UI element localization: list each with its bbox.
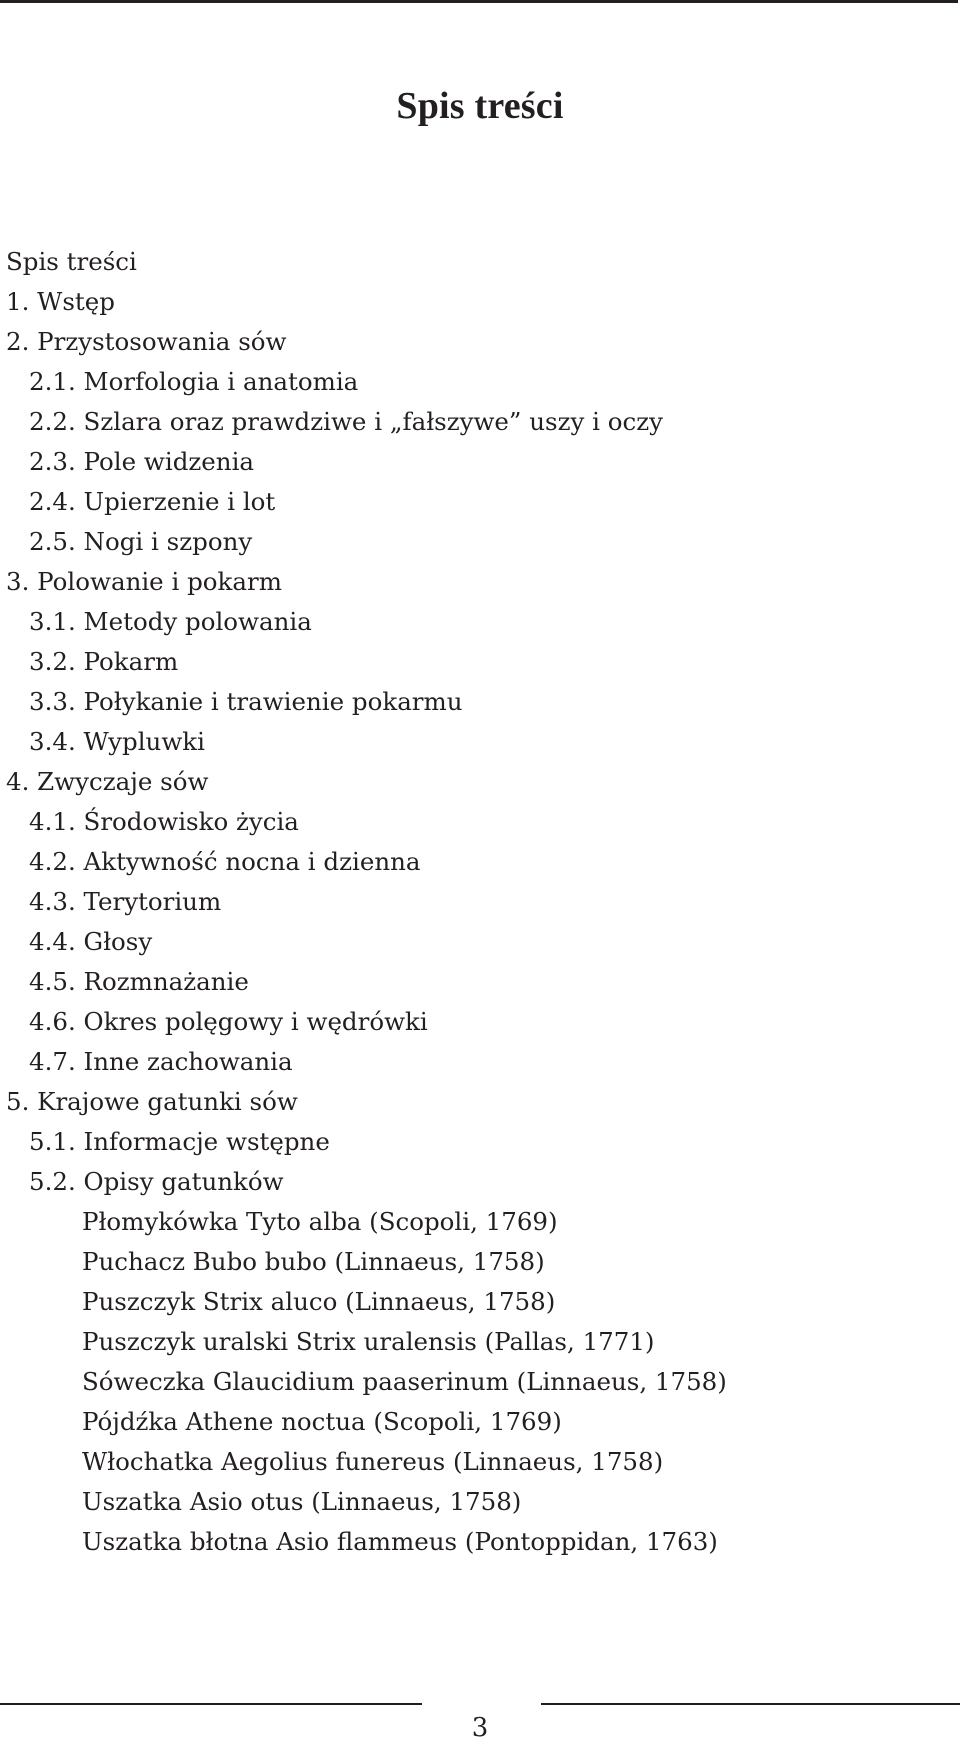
toc-entry: 2.1. Morfologia i anatomia bbox=[29, 367, 359, 396]
toc-entry: Spis treści bbox=[6, 247, 137, 276]
toc-entry: 3. Polowanie i pokarm bbox=[6, 567, 282, 596]
page-number: 3 bbox=[471, 1713, 489, 1743]
toc-entry: 4.7. Inne zachowania bbox=[29, 1047, 293, 1076]
toc-entry: 2.5. Nogi i szpony bbox=[29, 527, 253, 556]
toc-entry: 3.3. Połykanie i trawienie pokarmu bbox=[29, 687, 463, 716]
toc-entry: 2.2. Szlara oraz prawdziwe i „fałszywe” uszy i oczy bbox=[29, 407, 663, 436]
toc-entry: 2.3. Pole widzenia bbox=[29, 447, 255, 476]
toc-entry: Uszatka Asio otus (Linnaeus, 1758) bbox=[82, 1487, 522, 1516]
toc-entry: 3.1. Metody polowania bbox=[29, 607, 312, 636]
toc-entry: 2. Przystosowania sów bbox=[6, 327, 287, 356]
toc-entry: 3.2. Pokarm bbox=[29, 647, 179, 676]
toc-entry: 4.2. Aktywność nocna i dzienna bbox=[29, 847, 421, 876]
toc-entry: 4.1. Środowisko życia bbox=[29, 807, 299, 836]
table-of-contents bbox=[0, 242, 727, 1562]
toc-entry: 5.1. Informacje wstępne bbox=[29, 1127, 330, 1156]
toc-entry: Sóweczka Glaucidium paaserinum (Linnaeus, 1758) bbox=[82, 1367, 727, 1396]
toc-entry: 5. Krajowe gatunki sów bbox=[6, 1087, 298, 1116]
toc-entry: 4.6. Okres polęgowy i wędrówki bbox=[29, 1007, 428, 1036]
toc-entry: 2.4. Upierzenie i lot bbox=[29, 487, 276, 516]
toc-entry: Pójdźka Athene noctua (Scopoli, 1769) bbox=[82, 1407, 562, 1436]
toc-entry: Puchacz Bubo bubo (Linnaeus, 1758) bbox=[82, 1247, 545, 1276]
toc-entry: 4.5. Rozmnażanie bbox=[29, 967, 249, 996]
toc-entry: 3.4. Wypluwki bbox=[29, 727, 205, 756]
toc-entry: 1. Wstęp bbox=[6, 287, 115, 316]
toc-entry: Puszczyk uralski Strix uralensis (Pallas, 1771) bbox=[82, 1327, 655, 1356]
footer-rule-right bbox=[541, 1703, 960, 1705]
toc-entry: 5.2. Opisy gatunków bbox=[29, 1167, 284, 1196]
toc-entry: 4.4. Głosy bbox=[29, 927, 153, 956]
top-rule bbox=[0, 0, 958, 3]
toc-entry: Płomykówka Tyto alba (Scopoli, 1769) bbox=[82, 1207, 558, 1236]
toc-entry: Uszatka błotna Asio flammeus (Pontoppidan, 1763) bbox=[82, 1527, 718, 1556]
toc-entry: 4.3. Terytorium bbox=[29, 887, 222, 916]
footer-rule-left bbox=[0, 1703, 422, 1705]
toc-entry: Puszczyk Strix aluco (Linnaeus, 1758) bbox=[82, 1287, 556, 1316]
toc-entry: Włochatka Aegolius funereus (Linnaeus, 1758) bbox=[82, 1447, 664, 1476]
toc-entry: 4. Zwyczaje sów bbox=[6, 767, 209, 796]
page-title: Spis treści bbox=[396, 85, 564, 128]
